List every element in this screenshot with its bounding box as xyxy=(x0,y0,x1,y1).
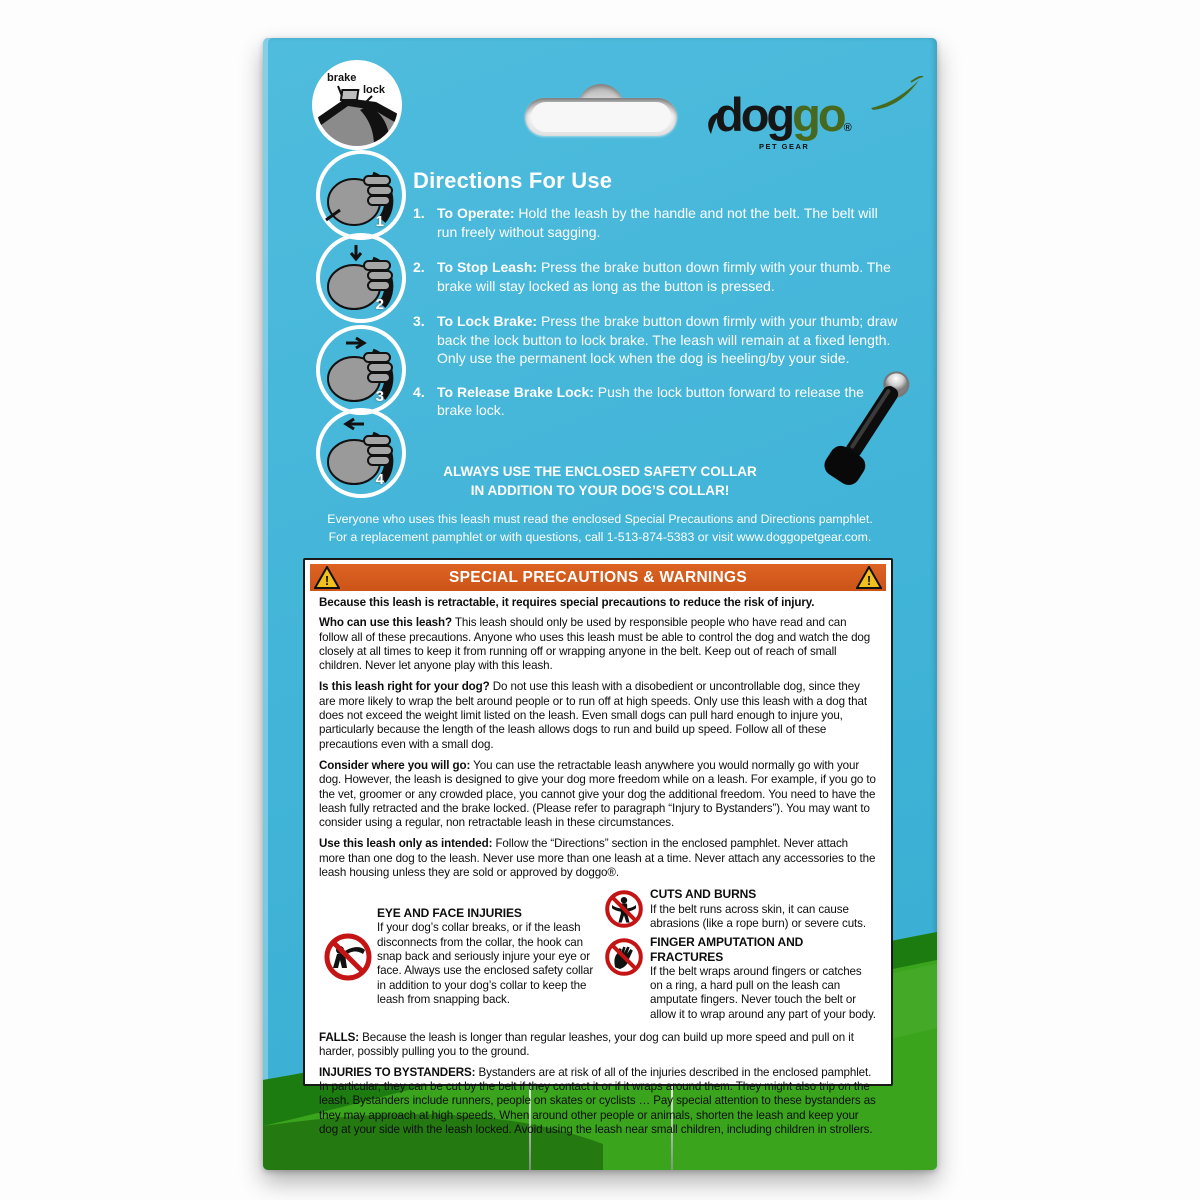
warnings-intro: Because this leash is retractable, it requires special precautions to reduce the risk of injury. xyxy=(319,596,815,609)
direction-step-1 xyxy=(413,204,901,241)
step-number: 2. xyxy=(413,259,425,275)
logo-tail-icon xyxy=(867,76,927,110)
thumb-press-brake-icon xyxy=(320,237,402,319)
no-belt-contact-icon xyxy=(598,887,650,931)
pamphlet-fine-print xyxy=(263,510,937,546)
draw-back-lock-icon xyxy=(320,329,402,411)
step-text: To Lock Brake: Press the brake button down firmly with your thumb; draw back the lock button to lock brake. The leash will remain at a fixed length. Only use the permanent lock when the dog is heeling/by your side. xyxy=(437,313,898,366)
bottom-warning-paragraphs xyxy=(319,1031,877,1137)
fine-print-line1: Everyone who uses this leash must read the enclosed Special Precautions and Directions pamphlet. xyxy=(327,512,873,526)
directions-title: Directions For Use xyxy=(413,168,613,193)
logo-ear-icon xyxy=(703,108,725,138)
warnings-body xyxy=(310,591,886,1137)
logo-tagline: PET GEAR xyxy=(759,142,810,151)
eye-injury-text-block xyxy=(377,906,598,1007)
warning-triangle-icon xyxy=(314,566,340,594)
finger-amputation-item xyxy=(598,935,877,1022)
warning-paragraph-where: Consider where you will go: You can use the retractable leash anywhere you would normally go with your dog. However, the leash is designed to give your dog more freedom while on a leash. For example, if you go to the vet, groomer or any crowded place, you cannot give your dog the additional freedom. You need to have the leash fully retracted and the brake locked. (Please refer to paragraph “Injury to Bystanders”). You may want to consider using a regular, non retractable leash in these circumstances. xyxy=(319,758,876,830)
cuts-text: If the belt runs across skin, it can cause abrasions (like a rope burn) or severe cuts. xyxy=(650,902,866,930)
warnings-header-title: SPECIAL PRECAUTIONS & WARNINGS xyxy=(448,568,748,586)
step-text: To Stop Leash: Press the brake button down firmly with your thumb. The brake will stay locked as long as the button is pressed. xyxy=(437,259,891,294)
step4-number: 4 xyxy=(375,471,384,488)
step-number: 3. xyxy=(413,313,425,329)
warnings-header-bar xyxy=(310,564,886,591)
logo-dog-text: dog xyxy=(715,88,793,141)
warning-paragraph-who: Who can use this leash? This leash should only be used by responsible people who have read and can follow all of these precautions. Anyone who uses this leash must be able to control the dog and watch the dog closely at all times to keep it from running off or wrapping anyone in the belt. Keep out of reach of small children. Never let anyone play with this leash. xyxy=(319,616,871,673)
step1-number: 1 xyxy=(375,213,384,230)
hand-holding-leash-icon xyxy=(320,154,402,236)
package-card xyxy=(263,38,937,1170)
warning-paragraph-intended: Use this leash only as intended: Follow the “Directions” section in the enclosed pamphlet. Never attach more than one dog to the leash. Never use more than one leash at a time. Never attach any accessories to the leash housing unless they are sold or approved by doggo®. xyxy=(319,837,876,880)
collar-notice-line1: ALWAYS USE THE ENCLOSED SAFETY COLLAR xyxy=(443,464,757,479)
step-text: To Release Brake Lock: Push the lock button forward to release the brake lock. xyxy=(437,383,864,418)
brake-label: brake xyxy=(327,72,357,84)
warning-triangle-icon xyxy=(856,566,882,594)
no-hand-on-belt-icon xyxy=(598,935,650,1022)
bystanders-paragraph: INJURIES TO BYSTANDERS: Bystanders are at risk of all of the injuries described in the enclosed pamphlet. In particular, they can be cut by the belt if they contact it or if it wraps around them. They might also trip on the leash. Bystanders include runners, people on skates or cyclists … Pay special attention to these bystanders as they may approach at high speeds. When around other people or animals, shorten the leash and keep your dog at your side with the leash locked. Avoid using the leash near small children, including children in strollers. xyxy=(319,1065,876,1136)
falls-paragraph: FALLS: Because the leash is longer than regular leashes, your dog can build up more speed and pull on it harder, possibly pulling you to the ground. xyxy=(319,1031,854,1059)
cuts-text-block xyxy=(650,887,877,931)
hang-hole-core xyxy=(531,102,671,132)
step3-number: 3 xyxy=(375,388,384,405)
fingers-text-block xyxy=(650,935,877,1022)
eye-injury-column xyxy=(319,887,598,1026)
cuts-fingers-column xyxy=(598,887,877,1026)
safety-collar-notice xyxy=(263,462,937,500)
brand-logo xyxy=(715,80,925,160)
svg-text:!: ! xyxy=(866,573,872,588)
lock-label: lock xyxy=(363,84,386,96)
cuts-and-burns-item xyxy=(598,887,877,931)
fingers-text: If the belt wraps around fingers or catches on a ring, a hard pull on the leash can amputate fingers. Never touch the belt or allow it to wrap around any part of your body. xyxy=(650,964,876,1021)
logo-wordmark xyxy=(715,88,852,141)
step-text: To Operate: Hold the leash by the handle and not the belt. The belt will run freely without sagging. xyxy=(437,205,878,240)
eye-injury-heading: EYE AND FACE INJURIES xyxy=(377,906,522,921)
step1-illustration-circle xyxy=(316,150,406,240)
step2-number: 2 xyxy=(375,296,384,313)
registered-mark: ® xyxy=(843,122,852,134)
svg-text:!: ! xyxy=(324,573,330,588)
logo-go-text: go xyxy=(792,88,844,141)
fingers-heading: FINGER AMPUTATION AND FRACTURES xyxy=(650,935,804,964)
step-number: 1. xyxy=(413,205,425,221)
special-precautions-box xyxy=(303,558,893,1136)
hang-hole-cutout xyxy=(525,84,677,136)
step2-illustration-circle xyxy=(316,233,406,323)
cuts-heading: CUTS AND BURNS xyxy=(650,887,757,902)
warning-paragraph-right-dog: Is this leash right for your dog? Do not use this leash with a disobedient or uncontrollable dog, since they are more likely to wrap the belt around people or to run off at high speeds. Only use this leash with a dog that does not exceed the weight limit listed on the leash. Even small dogs can pull hard enough to injure you, particularly because the length of the leash allows dogs to run and build up speed. Follow all of these precautions even with a small dog. xyxy=(319,680,867,751)
fine-print-line2: For a replacement pamphlet or with questions, call 1-513-874-5383 or visit www.doggopetgear.com. xyxy=(328,530,872,544)
no-eye-injury-icon xyxy=(319,932,377,982)
brake-lock-diagram-circle xyxy=(312,60,402,150)
injury-columns xyxy=(319,887,877,1026)
direction-step-2 xyxy=(413,258,901,295)
step-number: 4. xyxy=(413,383,425,400)
step3-illustration-circle xyxy=(316,325,406,415)
eye-injury-text: If your dog’s collar breaks, or if the leash disconnects from the collar, the hook can snap back and seriously injure your eye or face. Always use the enclosed safety collar in addition to your dog’s collar to keep the leash from snapping back. xyxy=(377,921,594,1006)
collar-notice-line2: IN ADDITION TO YOUR DOG’S COLLAR! xyxy=(470,483,730,498)
